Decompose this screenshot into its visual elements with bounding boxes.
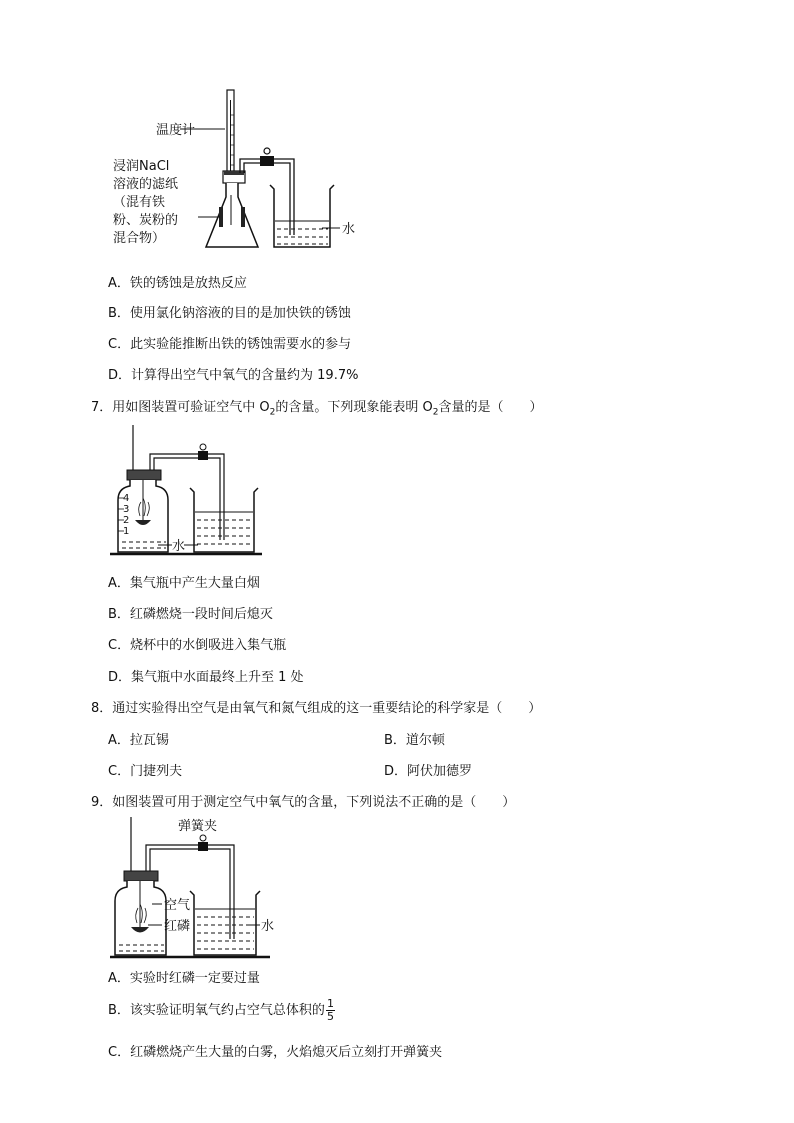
q8-option-b[interactable]: B．道尔顿 — [384, 733, 445, 748]
filter-label-line-4: 粉、炭粉的 — [113, 213, 179, 228]
q7-option-b[interactable]: B．红磷燃烧一段时间后熄灭 — [108, 607, 273, 622]
q7-option-c[interactable]: C．烧杯中的水倒吸进入集气瓶 — [108, 638, 287, 653]
q8-option-c[interactable]: C．门捷列夫 — [108, 764, 183, 779]
q9-stem: 9．如图装置可用于测定空气中氧气的含量，下列说法不正确的是（ ） — [91, 795, 516, 810]
q7-level-mark-4: 4 — [123, 493, 130, 504]
q6-option-c[interactable]: C．此实验能推断出铁的锈蚀需要水的参与 — [108, 337, 352, 352]
q7-level-mark-2: 2 — [123, 515, 130, 526]
q9-clamp-label: 弹簧夹 — [178, 819, 218, 834]
figure-q7-apparatus — [110, 420, 270, 560]
filter-label-line-2: 溶液的滤纸 — [113, 177, 179, 192]
q7-water-label: 水 — [172, 539, 186, 554]
filter-label-line-3: （混有铁 — [113, 195, 166, 210]
q9-option-a[interactable]: A．实验时红磷一定要过量 — [108, 971, 260, 986]
q7-stem: 7．用如图装置可验证空气中 $O_2$的含量。下列现象能表明 $O_2$含量的是（ ） — [91, 400, 543, 418]
q8-stem: 8．通过实验得出空气是由氧气和氮气组成的这一重要结论的科学家是（ ） — [91, 701, 542, 716]
filter-label-line-5: 混合物） — [113, 231, 166, 246]
q9-option-c[interactable]: C．红磷燃烧产生大量的白雾，火焰熄灭后立刻打开弹簧夹 — [108, 1045, 443, 1060]
q9-number: 9． — [91, 795, 113, 810]
q7-number: 7． — [91, 400, 113, 415]
q6-option-d[interactable]: D．计算得出空气中氧气的含量约为 19.7% — [108, 368, 359, 383]
water-label: 水 — [342, 222, 356, 237]
q6-option-a[interactable]: A．铁的锈蚀是放热反应 — [108, 276, 247, 291]
q8-option-d[interactable]: D．阿伏加德罗 — [384, 764, 473, 779]
q6-option-b[interactable]: B．使用氯化钠溶液的目的是加快铁的锈蚀 — [108, 306, 351, 321]
q8-option-a[interactable]: A．拉瓦锡 — [108, 733, 169, 748]
fraction-one-fifth: $\frac{1}{5}$ — [326, 997, 334, 1023]
q8-number: 8． — [91, 701, 113, 716]
figure-q9-apparatus — [110, 815, 290, 965]
filter-label-line-1: 浸润NaCl — [113, 159, 170, 174]
q7-level-mark-3: 3 — [123, 504, 130, 515]
q7-option-a[interactable]: A．集气瓶中产生大量白烟 — [108, 576, 260, 591]
q9-water-label: 水 — [261, 919, 275, 934]
thermometer-label: 温度计 — [156, 123, 196, 138]
q7-level-mark-1: 1 — [123, 526, 130, 537]
q9-option-b[interactable]: B．该实验证明氧气约占空气总体积的 $\frac{1}{5}$ — [108, 997, 334, 1023]
q9-air-label: 空气 — [164, 898, 191, 913]
figure-iron-rusting-apparatus — [110, 85, 370, 255]
q9-phosphorus-label: 红磷 — [164, 919, 191, 934]
q7-option-d[interactable]: D．集气瓶中水面最终上升至 1 处 — [108, 670, 304, 685]
